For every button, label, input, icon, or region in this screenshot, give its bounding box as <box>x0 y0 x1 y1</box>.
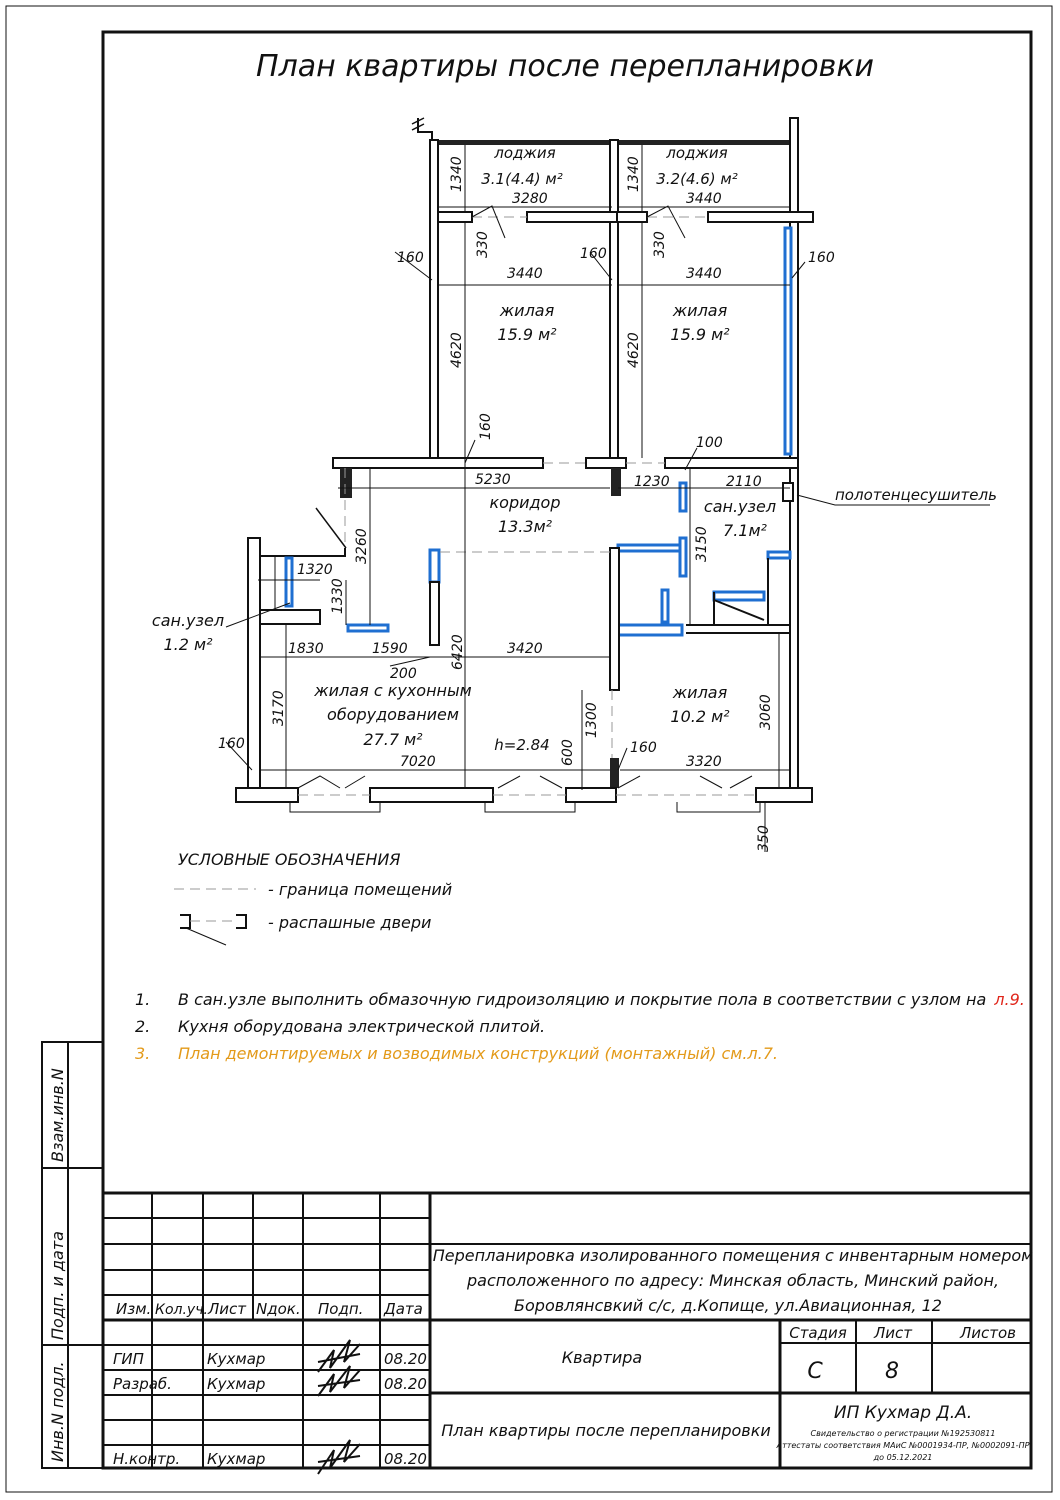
dim: 330 <box>652 231 668 258</box>
row-razr-role: Разраб. <box>113 1375 172 1393</box>
dim: 3440 <box>686 191 722 207</box>
company-reg1: Свидетельство о регистрации №192530811 <box>810 1429 996 1438</box>
legend-boundary: - граница помещений <box>268 880 453 899</box>
note-1-num: 1. <box>135 990 151 1009</box>
living3-area: 10.2 м² <box>670 707 730 726</box>
th-podp: Подп. <box>318 1300 364 1318</box>
loggia1-area: 3.1(4.4) м² <box>481 170 563 188</box>
bath-small-name: сан.узел <box>151 611 225 630</box>
dim: 1340 <box>449 156 465 192</box>
dim: 160 <box>630 740 657 756</box>
legend-doors: - распашные двери <box>268 913 432 932</box>
corridor-name: коридор <box>489 493 561 512</box>
th-data: Дата <box>384 1300 423 1318</box>
row-gip-role: ГИП <box>113 1350 144 1368</box>
dim: 3150 <box>694 526 710 562</box>
bath-big-area: 7.1м² <box>723 521 767 540</box>
bath-small-area: 1.2 м² <box>163 635 213 654</box>
dim: 2110 <box>726 474 762 490</box>
stage-value: С <box>807 1359 823 1384</box>
dim: 600 <box>560 739 576 766</box>
stamp-inv: Инв.N подл. <box>48 1361 67 1462</box>
dim: 1230 <box>634 474 670 490</box>
dim: 1330 <box>330 578 346 614</box>
stamp-vzam: Взам.инв.N <box>48 1068 67 1162</box>
company-reg3: до 05.12.2021 <box>873 1453 933 1462</box>
dim: 3280 <box>512 191 548 207</box>
company-name: ИП Кухмар Д.А. <box>833 1403 973 1423</box>
loggia1-name: лоджия <box>494 144 556 162</box>
bath-big-name: сан.узел <box>703 497 777 516</box>
sheet-label: Лист <box>873 1324 913 1342</box>
dim: 160 <box>478 413 494 440</box>
dim: 3440 <box>686 266 722 282</box>
note-1-ref: л.9. <box>994 990 1025 1009</box>
ceiling-height: h=2.84 <box>494 736 550 754</box>
stage-label: Стадия <box>789 1324 847 1342</box>
th-ndok: Nдок. <box>256 1300 301 1318</box>
corridor-area: 13.3м² <box>497 517 553 536</box>
dim: 160 <box>397 250 424 266</box>
project-line-3: Боровлянсвкий с/с, д.Копище, ул.Авиационная, 12 <box>514 1296 942 1315</box>
drawing-title: План квартиры после перепланировки <box>256 49 874 84</box>
dim: 5230 <box>475 472 511 488</box>
dim: 1590 <box>372 641 408 657</box>
company-reg2: Аттестаты соответствия МАиС №0001934-ПР, №0002091-ПР <box>776 1441 1030 1450</box>
project-line-1: Перепланировка изолированного помещения с инвентарным номером <box>432 1246 1034 1265</box>
room-labels <box>152 144 997 754</box>
dim: 330 <box>475 231 491 258</box>
row-nk-role: Н.контр. <box>113 1450 181 1468</box>
project-line-2: расположенного по адресу: Минская область, Минский район, <box>467 1271 999 1290</box>
row-gip-date: 08.20 <box>384 1350 427 1368</box>
row-razr-name: Кухмар <box>207 1375 266 1393</box>
living3-name: жилая <box>672 683 728 702</box>
dim: 6420 <box>450 634 466 670</box>
dim: 200 <box>390 666 417 682</box>
th-kol: Кол.уч. <box>155 1302 208 1318</box>
note-3-num: 3. <box>135 1044 151 1063</box>
th-list: Лист <box>208 1300 247 1318</box>
row-nk-name: Кухмар <box>207 1450 266 1468</box>
sheet-title: План квартиры после перепланировки <box>441 1421 771 1440</box>
sheets-label: Листов <box>959 1324 1017 1342</box>
side-stamp <box>42 1042 103 1468</box>
note-2-text: Кухня оборудована электрической плитой. <box>178 1017 546 1036</box>
legend <box>174 850 452 945</box>
towel-dryer-callout: полотенцесушитель <box>835 486 997 504</box>
row-razr-date: 08.20 <box>384 1375 427 1393</box>
dim: 160 <box>580 246 607 262</box>
dim: 3170 <box>271 690 287 726</box>
dim: 4620 <box>449 332 465 368</box>
legend-title: УСЛОВНЫЕ ОБОЗНАЧЕНИЯ <box>178 850 401 869</box>
dim: 1300 <box>584 702 600 738</box>
notes <box>135 990 1025 1063</box>
floor-plan <box>226 118 990 852</box>
note-1-text <box>178 990 1025 1009</box>
row-gip-name: Кухмар <box>207 1350 266 1368</box>
dim: 350 <box>756 825 772 852</box>
title-block <box>103 1193 1033 1474</box>
loggia2-name: лоджия <box>666 144 728 162</box>
kitchen-line1: жилая с кухонным <box>314 681 472 700</box>
dim: 3260 <box>354 528 370 564</box>
dim: 1340 <box>626 156 642 192</box>
dim: 3420 <box>507 641 543 657</box>
object-name: Квартира <box>561 1348 643 1367</box>
living1-area: 15.9 м² <box>497 325 557 344</box>
th-izm: Изм. <box>116 1300 152 1318</box>
dim: 1830 <box>288 641 324 657</box>
dim: 1320 <box>297 562 333 578</box>
dim: 3320 <box>686 754 722 770</box>
living1-name: жилая <box>499 301 555 320</box>
dim: 7020 <box>400 754 436 770</box>
note-2-num: 2. <box>135 1017 151 1036</box>
note-1-body: В сан.узле выполнить обмазочную гидроизоляцию и покрытие пола в соответствии с узлом на <box>178 990 987 1009</box>
living2-name: жилая <box>672 301 728 320</box>
dim: 160 <box>808 250 835 266</box>
row-nk-date: 08.20 <box>384 1450 427 1468</box>
kitchen-line2: оборудованием <box>327 705 459 724</box>
stamp-podp: Подп. и дата <box>48 1231 67 1340</box>
dim: 3060 <box>758 694 774 730</box>
dim: 160 <box>218 736 245 752</box>
note-3-text: План демонтируемых и возводимых конструкций (монтажный) см.л.7. <box>178 1044 778 1063</box>
kitchen-area: 27.7 м² <box>363 730 423 749</box>
dim: 4620 <box>626 332 642 368</box>
sheet-value: 8 <box>885 1359 899 1384</box>
dim: 100 <box>696 435 723 451</box>
living2-area: 15.9 м² <box>670 325 730 344</box>
loggia2-area: 3.2(4.6) м² <box>656 170 738 188</box>
dim: 3440 <box>507 266 543 282</box>
